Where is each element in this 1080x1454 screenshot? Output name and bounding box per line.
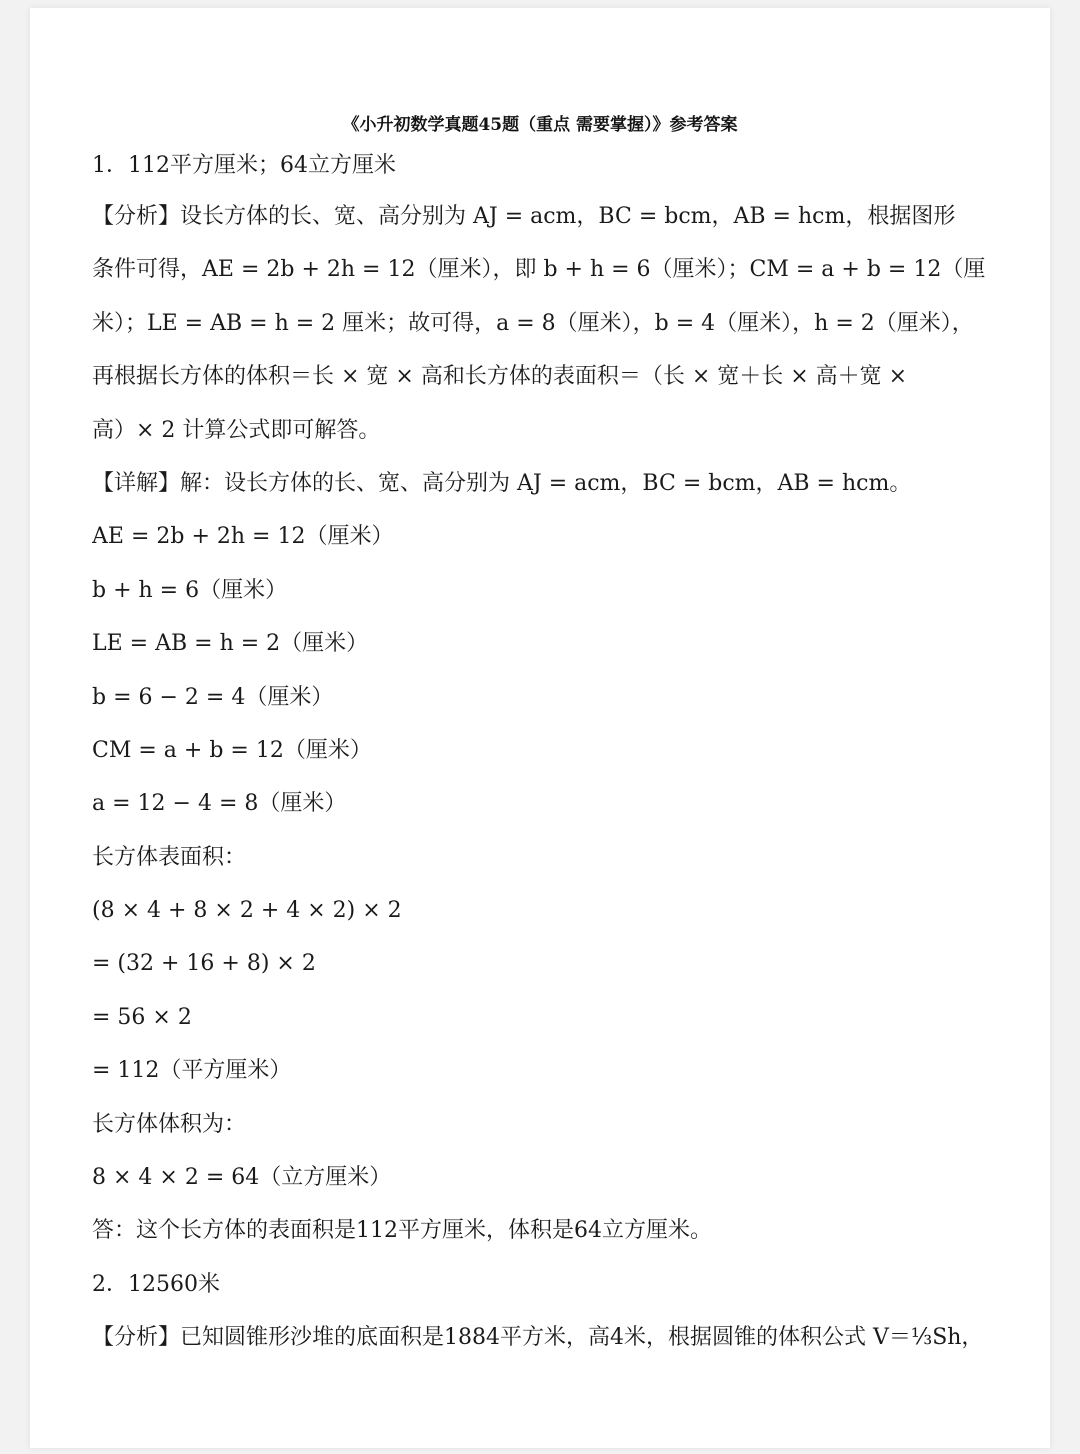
equation-line: = 112（平方厘米）	[92, 1058, 292, 1084]
answer-sentence: 答：这个长方体的表面积是112平方厘米，体积是64立方厘米。	[92, 1218, 712, 1244]
equation-line: b = 6 − 2 = 4（厘米）	[92, 684, 334, 710]
answer-2-heading: 2．12560米	[92, 1271, 220, 1297]
equation-line: b + h = 6（厘米）	[92, 577, 288, 603]
equation-line: CM = a + b = 12（厘米）	[92, 737, 372, 763]
document-body	[92, 142, 1012, 1365]
equation-line: LE = AB = h = 2（厘米）	[92, 631, 369, 657]
equation-line: = (32 + 16 + 8) × 2	[92, 951, 316, 977]
solution-intro-line: 【详解】解：设长方体的长、宽、高分别为 AJ = acm，BC = bcm，AB = hcm。	[92, 470, 912, 496]
equation-line: 8 × 4 × 2 = 64（立方厘米）	[92, 1165, 392, 1191]
analysis-line: 再根据长方体的体积＝长 × 宽 × 高和长方体的表面积＝（长 × 宽＋长 × 高＋宽 ×	[92, 364, 908, 390]
analysis-line: 【分析】已知圆锥形沙堆的底面积是1884平方米，高4米，根据圆锥的体积公式 V＝⅓Sh，	[92, 1325, 984, 1351]
volume-label: 长方体体积为：	[92, 1111, 247, 1137]
analysis-line: 【分析】设长方体的长、宽、高分别为 AJ = acm，BC = bcm，AB = hcm，根据图形	[92, 204, 956, 229]
equation-line: AE = 2b + 2h = 12（厘米）	[92, 524, 394, 550]
equation-line: (8 × 4 + 8 × 2 + 4 × 2) × 2	[92, 898, 402, 924]
surface-area-label: 长方体表面积：	[92, 844, 247, 870]
analysis-line: 米）；LE = AB = h = 2 厘米；故可得，a = 8（厘米），b = 4（厘米），h = 2（厘米），	[92, 310, 974, 336]
document-page	[30, 8, 1050, 1448]
equation-line: = 56 × 2	[92, 1004, 192, 1030]
analysis-line: 条件可得，AE = 2b + 2h = 12（厘米），即 b + h = 6（厘米）；CM = a + b = 12（厘	[92, 257, 986, 283]
document-title: 《小升初数学真题45题（重点 需要掌握）》参考答案	[342, 115, 738, 135]
equation-line: a = 12 − 4 = 8（厘米）	[92, 791, 347, 817]
analysis-line: 高）× 2 计算公式即可解答。	[92, 417, 381, 443]
answer-1-heading: 1．112平方厘米；64立方厘米	[92, 153, 396, 178]
